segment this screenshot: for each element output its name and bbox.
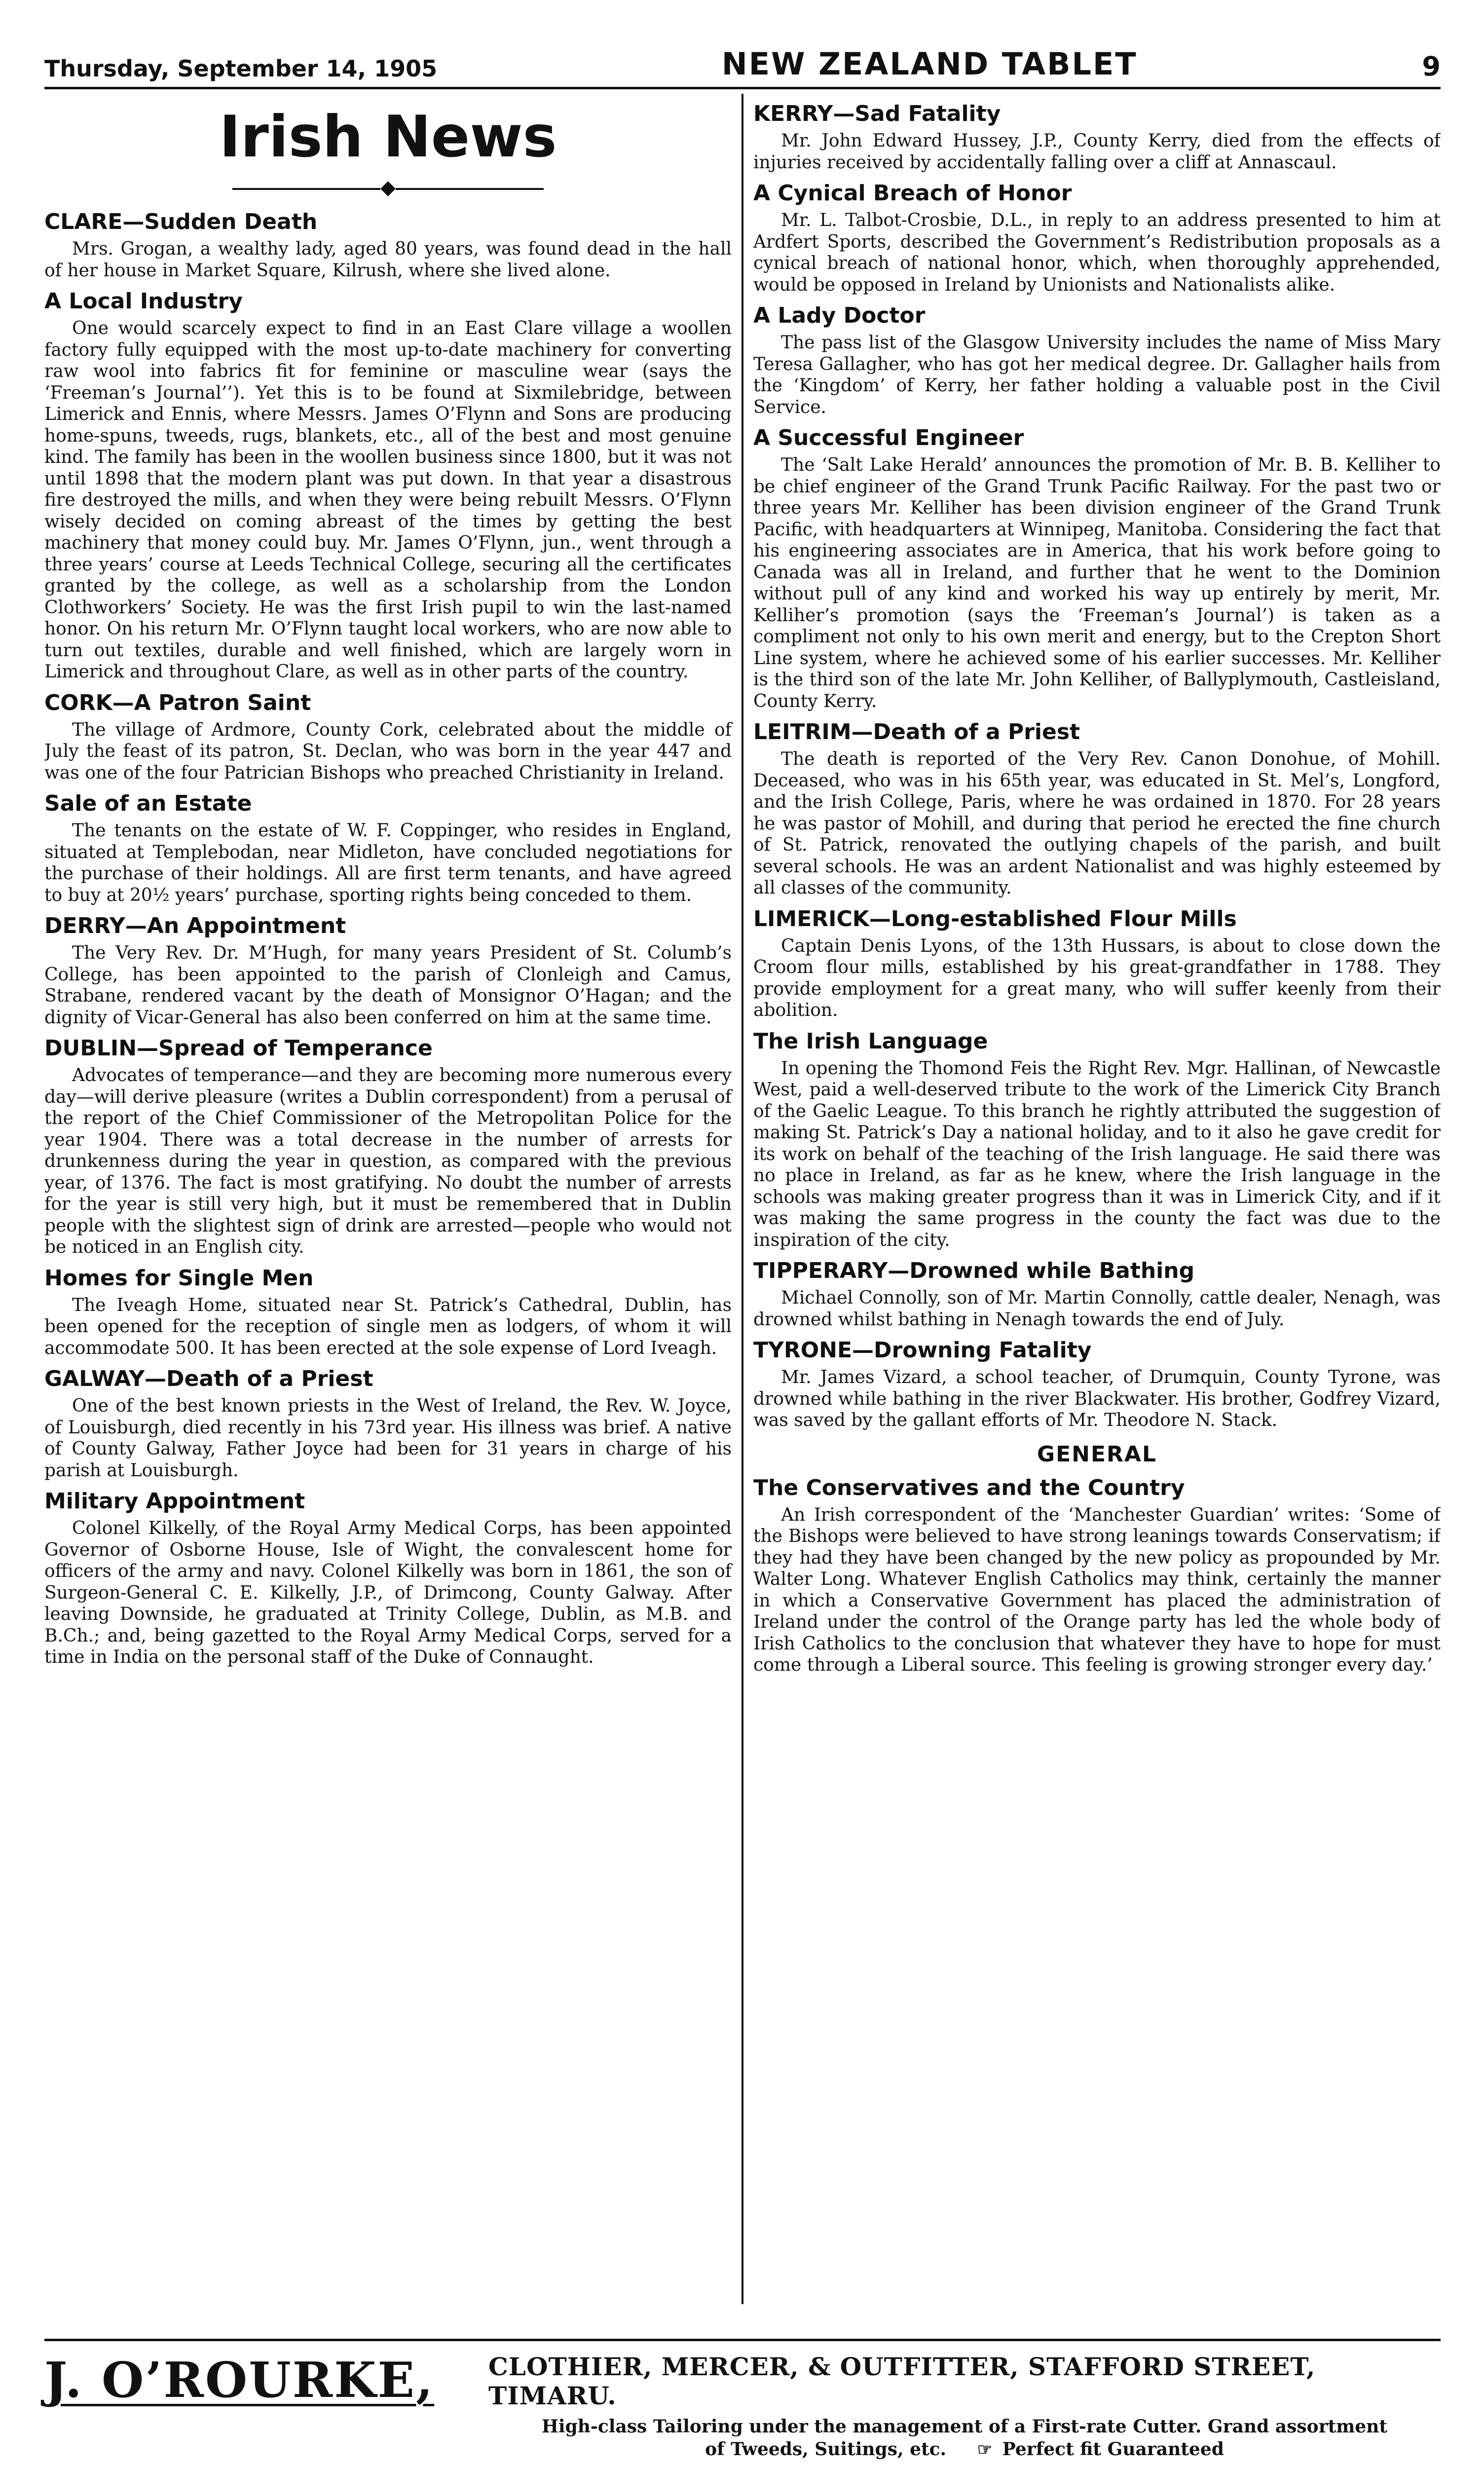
article-paragraph: An Irish correspondent of the ‘Manchester Guardian’ writes: ‘Some of the Bishops were believed to have strong leanings towards Conservatism; if they had they have been changed by the new policy as propounded by Mr. Walter Long. Whatever English Catholics may think, certainly the manner in which a Conservative Government has placed the administration of Ireland under the control of the Orange party has led the whole body of Irish Catholics to the conclusion that whatever they have to hope for must come through a Liberal source. This feeling is growing stronger every day.’: [753, 1504, 1441, 1675]
article-paragraph: The tenants on the estate of W. F. Coppinger, who resides in England, situated at Templebodan, near Midleton, have concluded negotiations for the purchase of their holdings. All are first term tenants, and have agreed to buy at 20½ years’ purchase, sporting rights being conceded to them.: [44, 821, 732, 905]
section-heading: TIPPERARY—Drowned while Bathing: [753, 1258, 1195, 1283]
section-heading: A Successful Engineer: [753, 425, 1024, 450]
section-heading: LIMERICK—Long-established Flour Mills: [753, 906, 1237, 932]
pointing-hand-icon: ☞: [977, 2440, 993, 2460]
section-heading: A Cynical Breach of Honor: [753, 181, 1072, 206]
article-paragraph: Mr. L. Talbot-Crosbie, D.L., in reply to an address presented to him at Ardfert Sports, described the Government’s Redistribution proposals as a cynical breach of national honor, which, when thoroughly apprehended, would be opposed in Ireland by Unionists and Nationalists alike.: [753, 210, 1441, 295]
advert-tagline: CLOTHIER, MERCER, & OUTFITTER, STAFFORD STREET, TIMARU.: [488, 2352, 1316, 2410]
article-paragraph: One would scarcely expect to find in an East Clare village a woollen factory fully equipped with the most up-to-date machinery for converting raw wool into fabrics fit for feminine or masculine wear (says the ‘Freeman’s Journal’’). Yet this is to be found at Sixmilebridge, between Limerick and Ennis, where Messrs. James O’Flynn and Sons are producing home-spuns, tweeds, rugs, blankets, etc., all of the best and most genuine kind. The family has been in the woollen business since 1800, but it was not until 1898 that the modern plant was put down. In that year a disastrous fire destroyed the mills, and when they were being rebuilt Messrs. O’Flynn wisely decided on coming abreast of the times by getting the best machinery that money could buy. Mr. James O’Flynn, jun., went through a three years’ course at Leeds Technical College, securing all the certificates granted by the college, as well as a scholarship from the London Clothworkers’ Society. He was the first Irish pupil to win the last-named honor. On his return Mr. O’Flynn taught local workers, who are now able to turn out textiles, durable and well finished, which are largely worn in Limerick and throughout Clare, as well as in other parts of the country.: [44, 318, 732, 682]
article-paragraph: The Iveagh Home, situated near St. Patrick’s Cathedral, Dublin, has been opened for the reception of single men as lodgers, of whom it will accommodate 500. It has been erected at the sole expense of Lord Iveagh.: [44, 1295, 732, 1358]
section-heading: Military Appointment: [44, 1489, 305, 1514]
article-columns: [44, 94, 1441, 2304]
section-heading: Homes for Single Men: [44, 1265, 314, 1291]
section-heading: KERRY—Sad Fatality: [753, 101, 1001, 126]
section-heading: The Irish Language: [753, 1028, 988, 1054]
section-heading: Sale of an Estate: [44, 791, 252, 816]
masthead: [44, 39, 1441, 89]
page-number: 9: [1422, 51, 1441, 82]
advert-text: [488, 2352, 1441, 2461]
newspaper-page: [44, 39, 1441, 2467]
article-paragraph: The death is reported of the Very Rev. Canon Donohue, of Mohill. Deceased, who was in his 65th year, was educated in St. Mel’s, Longford, and the Irish College, Paris, where he was ordained in 1870. For 28 years he was pastor of Mohill, and during that period he erected the fine church of St. Patrick, renovated the outlying chapels of the parish, and built several schools. He was an ardent Nationalist and was highly esteemed by all classes of the community.: [753, 749, 1441, 898]
article-paragraph: Advocates of temperance—and they are becoming more numerous every day—will derive pleasure (writes a Dublin correspondent) from a perusal of the report of the Chief Commissioner of the Metropolitan Police for the year 1904. There was a total decrease in the number of arrests for drunkenness during the year in question, as compared with the previous year, of 1376. The fact is most gratifying. No doubt the number of arrests for the year is still very high, but it must be remembered that in Dublin people with the slightest sign of drink are arrested—people who would not be noticed in an English city.: [44, 1065, 732, 1257]
section-heading: CLARE—Sudden Death: [44, 209, 318, 234]
article-paragraph: Colonel Kilkelly, of the Royal Army Medical Corps, has been appointed Governor of Osborne House, Isle of Wight, the convalescent home for officers of the army and navy. Colonel Kilkelly was born in 1861, the son of Surgeon-General C. E. Kilkelly, J.P., of Drimcong, County Galway. After leaving Downside, he graduated at Trinity College, Dublin, as M.B. and B.Ch.; and, being gazetted to the Royal Army Medical Corps, served for a time in India on the personal staff of the Duke of Connaught.: [44, 1518, 732, 1667]
advertiser-name: J. O’ROURKE,: [44, 2352, 435, 2409]
article-paragraph: Michael Connolly, son of Mr. Martin Connolly, cattle dealer, Nenagh, was drowned whilst bathing in Nenagh towards the end of July.: [753, 1288, 1441, 1330]
article-paragraph: One of the best known priests in the West of Ireland, the Rev. W. Joyce, of Louisburgh, died recently in his 73rd year. His illness was brief. A native of County Galway, Father Joyce had been for 31 years in charge of his parish at Louisburgh.: [44, 1396, 732, 1481]
article-paragraph: Mr. John Edward Hussey, J.P., County Kerry, died from the effects of injuries received by accidentally falling over a cliff at Annascaul.: [753, 131, 1441, 173]
section-heading: TYRONE—Drowning Fatality: [753, 1338, 1092, 1363]
advertisement: [44, 2339, 1441, 2466]
issue-date: Thursday, September 14, 1905: [44, 55, 438, 82]
article-paragraph: Mr. James Vizard, a school teacher, of Drumquin, County Tyrone, was drowned while bathing in the river Blackwater. His brother, Godfrey Vizard, was saved by the gallant efforts of Mr. Theodore N. Stack.: [753, 1367, 1441, 1430]
article-paragraph: Captain Denis Lyons, of the 13th Hussars, is about to close down the Croom flour mills, established by his great-grandfather in 1788. They provide employment for a great many, who will suffer keenly from their abolition.: [753, 935, 1441, 1020]
diamond-icon: ◆: [380, 176, 396, 199]
section-heading: A Lady Doctor: [753, 303, 926, 328]
right-column: [743, 94, 1441, 2304]
newspaper-title: NEW ZEALAND TABLET: [721, 46, 1138, 82]
advert-detail-line-3: Perfect fit Guaranteed: [1002, 2439, 1224, 2460]
article-paragraph: Mrs. Grogan, a wealthy lady, aged 80 years, was found dead in the hall of her house in Market Square, Kilrush, where she lived alone.: [44, 239, 732, 281]
advert-detail-line-1: High-class Tailoring under the management of a First-rate Cutter. Grand assortment: [541, 2416, 1388, 2437]
section-heading: The Conservatives and the Country: [753, 1475, 1185, 1500]
advert-detail-line-2: of Tweeds, Suitings, etc.: [705, 2439, 947, 2460]
section-heading: DUBLIN—Spread of Temperance: [44, 1036, 433, 1061]
general-label: GENERAL: [1037, 1441, 1157, 1467]
left-column: [44, 94, 742, 2304]
article-paragraph: In opening the Thomond Feis the Right Rev. Mgr. Hallinan, of Newcastle West, paid a well-deserved tribute to the work of the Limerick City Branch of the Gaelic League. To this branch he rightly attributed the suggestion of making St. Patrick’s Day a national holiday, and to it also he gave credit for its work on behalf of the teaching of the Irish language. He said there was no place in Ireland, as far as he knew, where the Irish language in the schools was making greater progress than it was in Limerick City, and if it was making the same progress in the county the fact was due to the inspiration of the city.: [753, 1058, 1441, 1250]
article-paragraph: The village of Ardmore, County Cork, celebrated about the middle of July the feast of its patron, St. Declan, who was born in the year 447 and was one of the four Patrician Bishops who preached Christianity in Ireland.: [44, 719, 732, 783]
section-heading: A Local Industry: [44, 289, 243, 314]
article-paragraph: The ‘Salt Lake Herald’ announces the promotion of Mr. B. B. Kelliher to be chief engineer of the Grand Trunk Pacific Railway. For the past two or three years Mr. Kelliher has been division engineer of the Grand Trunk Pacific, with headquarters at Winnipeg, Manitoba. Considering the fact that his engineering associates are in America, that his work before going to Canada was all in Ireland, and further that he went to the Dominion without pull of any kind and worked his way up entirely by merit, Mr. Kelliher’s promotion (says the ‘Freeman’s Journal’) is taken as a compliment not only to his own merit and energy, but to the Crepton Short Line system, where he achieved some of his earlier successes. Mr. Kelliher is the third son of the late Mr. John Kelliher, of Ballyplymouth, Castleisland, County Kerry.: [753, 455, 1441, 711]
heading-ornament: [44, 175, 732, 200]
advert-detail: [488, 2415, 1441, 2461]
section-heading: CORK—A Patron Saint: [44, 690, 311, 715]
main-heading: Irish News: [219, 104, 557, 170]
section-heading: DERRY—An Appointment: [44, 913, 346, 938]
section-heading: GALWAY—Death of a Priest: [44, 1366, 373, 1391]
article-paragraph: The pass list of the Glasgow University includes the name of Miss Mary Teresa Gallagher, who has got her medical degree. Dr. Gallagher hails from the ‘Kingdom’ of Kerry, her father holding a valuable post in the Civil Service.: [753, 333, 1441, 417]
section-heading: LEITRIM—Death of a Priest: [753, 719, 1080, 745]
article-paragraph: The Very Rev. Dr. M’Hugh, for many years President of St. Columb’s College, has been appointed to the parish of Clonleigh and Camus, Strabane, rendered vacant by the death of Monsignor O’Hagan; and the dignity of Vicar-General has also been conferred on him at the same time.: [44, 943, 732, 1028]
